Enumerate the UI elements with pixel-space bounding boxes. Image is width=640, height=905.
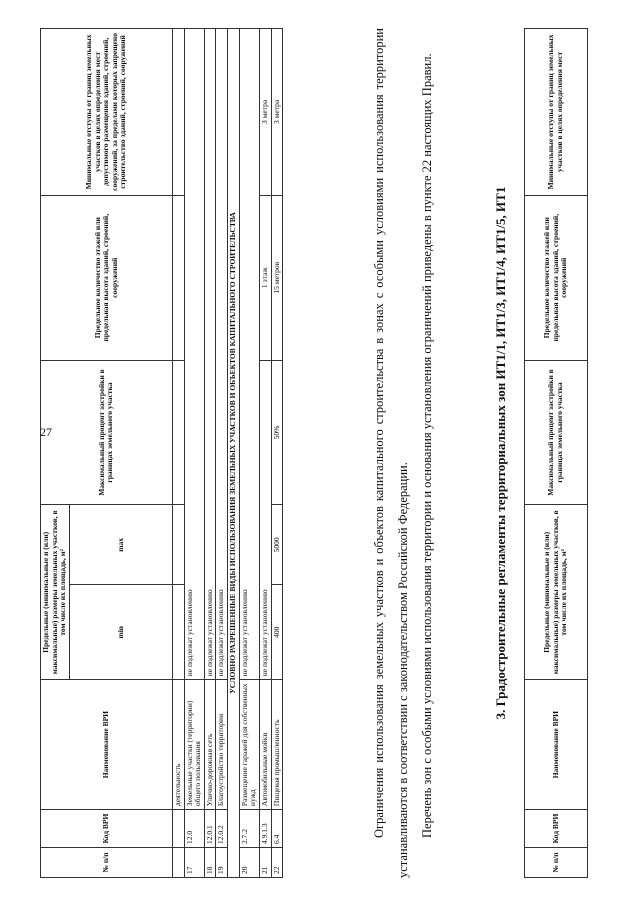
cell-setback: 3 метра	[271, 28, 283, 195]
cell-num: 19	[216, 847, 228, 877]
paragraph-zones-list: Перечень зон с особыми условиями использования территории и основания установления ограничений приведены в пункте 22 настоящих Правил.	[419, 52, 434, 838]
cell-name: Автомобильные мойки	[259, 679, 271, 809]
col-num-header: № п/п	[41, 847, 173, 877]
section-caption: УСЛОВНО РАЗРЕШЕННЫЕ ВИДЫ ИСПОЛЬЗОВАНИЯ ЗЕМЕЛЬНЫХ УЧАСТКОВ И ОБЪЕКТОВ КАПИТАЛЬНОГО СТРОИТЕЛЬСТВА	[228, 28, 240, 877]
cell-name: Размещение гаражей для собственных нужд	[239, 679, 259, 809]
cell-code: 12.0	[184, 809, 204, 847]
body-text	[368, 28, 439, 878]
cell-max: 5000	[271, 504, 283, 584]
col-floors-header: Предельное количество этажей или предельная высота зданий, строений, сооружений	[525, 195, 588, 360]
table-header-row	[525, 28, 588, 877]
cell-num: 21	[259, 847, 271, 877]
table-row	[271, 28, 283, 877]
table-row	[216, 28, 228, 877]
cell-name: Благоустройство территории	[216, 679, 228, 809]
rotated-page-content	[40, 28, 600, 878]
cell-sizes: не подлежат установлению	[184, 28, 204, 679]
cell-code: 12.0.2	[216, 809, 228, 847]
cell-num: 22	[271, 847, 283, 877]
cell-floors: 15 метров	[271, 195, 283, 360]
table-row	[172, 28, 184, 877]
cell-setback: 3 метра	[259, 28, 271, 195]
col-num-header: № п/п	[525, 847, 588, 877]
section-heading: 3. Градостроительные регламенты территориальных зон ИТ1/1, ИТ1/3, ИТ1/4, ИТ1/5, ИТ1	[493, 186, 508, 719]
table-row	[204, 28, 216, 877]
table-header-row	[41, 28, 70, 877]
cell-name: Улично-дорожная сеть	[204, 679, 216, 809]
cell-name: Земельные участки (территории) общего пользования	[184, 679, 204, 809]
cell-code: 6.4	[271, 809, 283, 847]
cell-sizes: не подлежат установлению	[239, 28, 259, 679]
table-row	[184, 28, 204, 877]
cell-name: Пищевая промышленность	[271, 679, 283, 809]
paragraph-restrictions: Ограничения использования земельных участков и объектов капитального строительства в зонах с особыми условиями использования территории устанавливаются в соответствии с законодательством Российской Федерации.	[372, 27, 410, 878]
cell-code: 4.9.1.3	[259, 809, 271, 847]
col-sizes-header: Предельные (минимальные и (или) максимальные) размеры земельных участков, в том числе их площадь, м²	[41, 504, 70, 679]
col-name-header: Наименование ВРИ	[41, 679, 173, 809]
cell-min: 400	[271, 584, 283, 679]
col-code-header: Код ВРИ	[41, 809, 173, 847]
table-row	[259, 28, 271, 877]
col-max-header: max	[69, 504, 172, 584]
col-percent-header: Максимальный процент застройки в границах земельного участка	[41, 360, 173, 505]
table-row	[239, 28, 259, 877]
cell-num: 20	[239, 847, 259, 877]
col-percent-header: Максимальный процент застройки в границах земельного участка	[525, 360, 588, 505]
cell-num: 17	[184, 847, 204, 877]
cell-num: 18	[204, 847, 216, 877]
col-floors-header: Предельное количество этажей или предельная высота зданий, строений, сооружений	[41, 195, 173, 360]
cell-code: 12.0.1	[204, 809, 216, 847]
col-setback-header: Минимальные отступы от границ земельных участков в целях определения мест	[525, 28, 588, 195]
col-setback-header: Минимальные отступы от границ земельных участков в целях определения мест допустимого размещения зданий, строений, сооружений, за пределами которых запрещено строительство зданий, строений, сооружений	[41, 28, 173, 195]
col-code-header: Код ВРИ	[525, 809, 588, 847]
cell-sizes: не подлежат установлению	[204, 28, 216, 679]
section-caption-row	[228, 28, 240, 877]
cell-floors: 1 этаж	[259, 195, 271, 360]
col-name-header: Наименование ВРИ	[525, 679, 588, 809]
regulations-table-2	[524, 28, 588, 878]
page-number: 27	[40, 425, 52, 439]
cell-code: 2.7.2	[239, 809, 259, 847]
col-min-header: min	[69, 584, 172, 679]
cell-sizes: не подлежат установлению	[259, 360, 271, 680]
cell-sizes: не подлежат установлению	[216, 28, 228, 679]
cell-percent: 50%	[271, 360, 283, 505]
col-sizes-header: Предельные (минимальные и (или) максимальные) размеры земельных участков, в том числе их площадь, м²	[525, 504, 588, 679]
cell-name: деятельность	[172, 679, 184, 809]
regulations-table	[40, 28, 283, 878]
